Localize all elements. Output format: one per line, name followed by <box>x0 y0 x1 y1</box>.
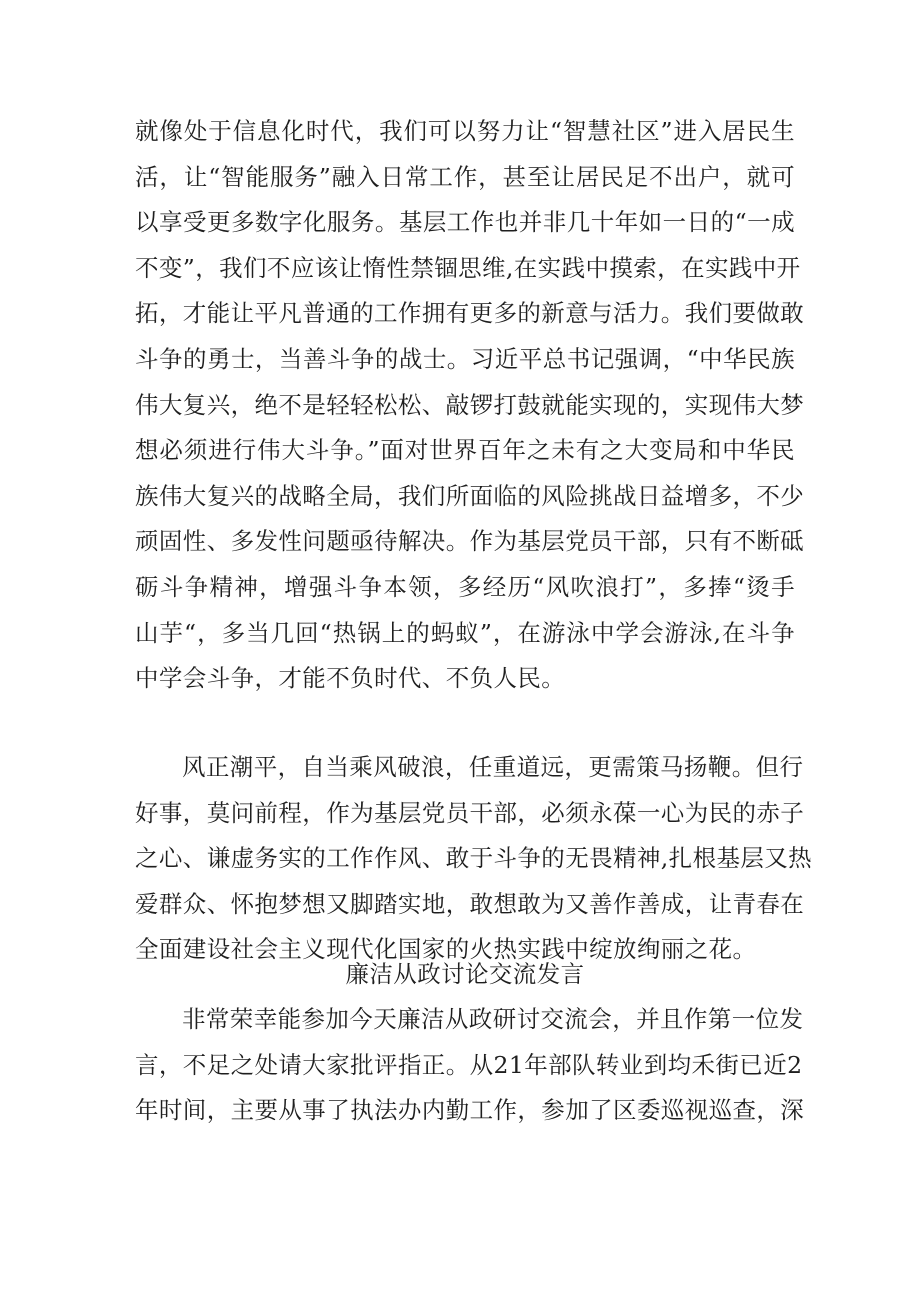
text-line: 之心、谦虚务实的工作作风、敢于斗争的无畏精神,扎根基层又热 <box>135 844 813 873</box>
text-line: 斗争的勇士，当善斗争的战士。习近平总书记强调，“中华民族 <box>135 344 795 373</box>
text-line: 伟大复兴，绝不是轻轻松松、敲锣打鼓就能实现的，实现伟大梦 <box>135 390 805 419</box>
text-line: 爱群众、怀抱梦想又脚踏实地，敢想敢为又善作善成，让青春在 <box>135 889 805 918</box>
text-line: 拓，才能让平凡普通的工作拥有更多的新意与活力。我们要做敢 <box>135 299 805 328</box>
text-line: 全面建设社会主义现代化国家的火热实践中绽放绚丽之花。 <box>135 935 757 964</box>
text-line: 非常荣幸能参加今天廉洁从政研讨交流会，并且作第一位发 <box>182 1005 804 1033</box>
paragraph-3 <box>135 997 805 1134</box>
paragraph-1 <box>135 109 805 702</box>
text-line: 山芋“，多当几回“热锅上的蚂蚁”，在游泳中学会游泳,在斗争 <box>135 618 795 647</box>
text-line: 风正潮平，自当乘风破浪，任重道远，更需策马扬鞭。但行 <box>182 753 804 781</box>
text-line: 以享受更多数字化服务。基层工作也并非几十年如一日的“一成 <box>135 208 795 237</box>
section-heading: 廉洁从政讨论交流发言 <box>345 960 585 988</box>
text-line: 言，不足之处请大家批评指正。从21年部队转业到均禾街已近2 <box>135 1050 803 1079</box>
text-line: 砺斗争精神，增强斗争本领，多经历“风吹浪打”，多捧“烫手 <box>135 572 795 601</box>
text-line: 就像处于信息化时代，我们可以努力让“智慧社区”进入居民生 <box>135 117 795 145</box>
text-line: 中学会斗争，才能不负时代、不负人民。 <box>135 664 566 693</box>
text-line: 顽固性、多发性问题亟待解决。作为基层党员干部，只有不断砥 <box>135 527 805 556</box>
text-line: 活，让“智能服务”融入日常工作，甚至让居民足不出户，就可 <box>135 162 795 191</box>
text-line: 年时间，主要从事了执法办内勤工作，参加了区委巡视巡查，深 <box>135 1096 805 1125</box>
text-line: 不变”，我们不应该让惰性禁锢思维,在实践中摸索，在实践中开 <box>135 253 801 282</box>
text-line: 想必须进行伟大斗争。”面对世界百年之未有之大变局和中华民 <box>135 436 795 465</box>
text-line: 好事，莫问前程，作为基层党员干部，必须永葆一心为民的赤子 <box>135 798 805 827</box>
paragraph-2 <box>135 745 813 973</box>
text-line: 族伟大复兴的战略全局，我们所面临的风险挑战日益增多，不少 <box>135 481 805 510</box>
